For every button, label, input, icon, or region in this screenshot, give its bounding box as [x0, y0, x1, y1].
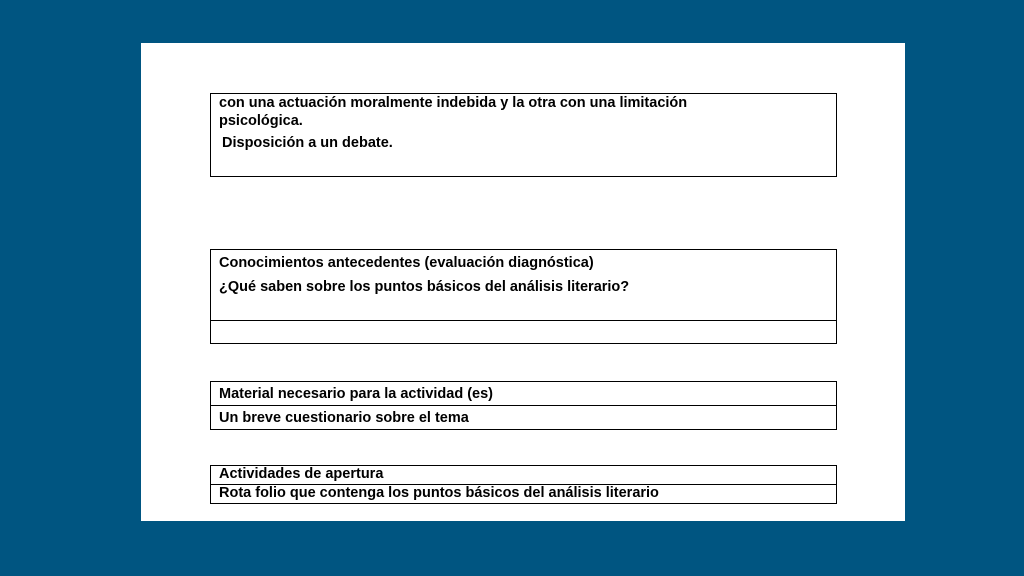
- opening-activities-content: Rota folio que contenga los puntos básicos del análisis literario: [211, 484, 836, 503]
- opening-activities-box: [210, 465, 837, 504]
- continuation-box: [210, 93, 837, 177]
- prior-knowledge-heading: Conocimientos antecedentes (evaluación diagnóstica): [219, 255, 594, 271]
- prior-knowledge-empty-row: [211, 320, 836, 344]
- prior-knowledge-question: ¿Qué saben sobre los puntos básicos del análisis literario?: [219, 279, 630, 295]
- materials-heading: Material necesario para la actividad (es): [219, 386, 494, 402]
- continuation-line-1: con una actuación moralmente indebida y la otra con una limitación: [219, 95, 688, 111]
- document-page: [141, 43, 905, 521]
- prior-knowledge-box: [210, 249, 837, 344]
- continuation-line-2: psicológica.: [219, 113, 303, 129]
- materials-content: Un breve cuestionario sobre el tema: [211, 405, 836, 429]
- continuation-text: [211, 94, 836, 130]
- debate-disposition-text: Disposición a un debate.: [222, 135, 393, 151]
- opening-activities-heading: Actividades de apertura: [219, 466, 384, 482]
- materials-box: [210, 381, 837, 430]
